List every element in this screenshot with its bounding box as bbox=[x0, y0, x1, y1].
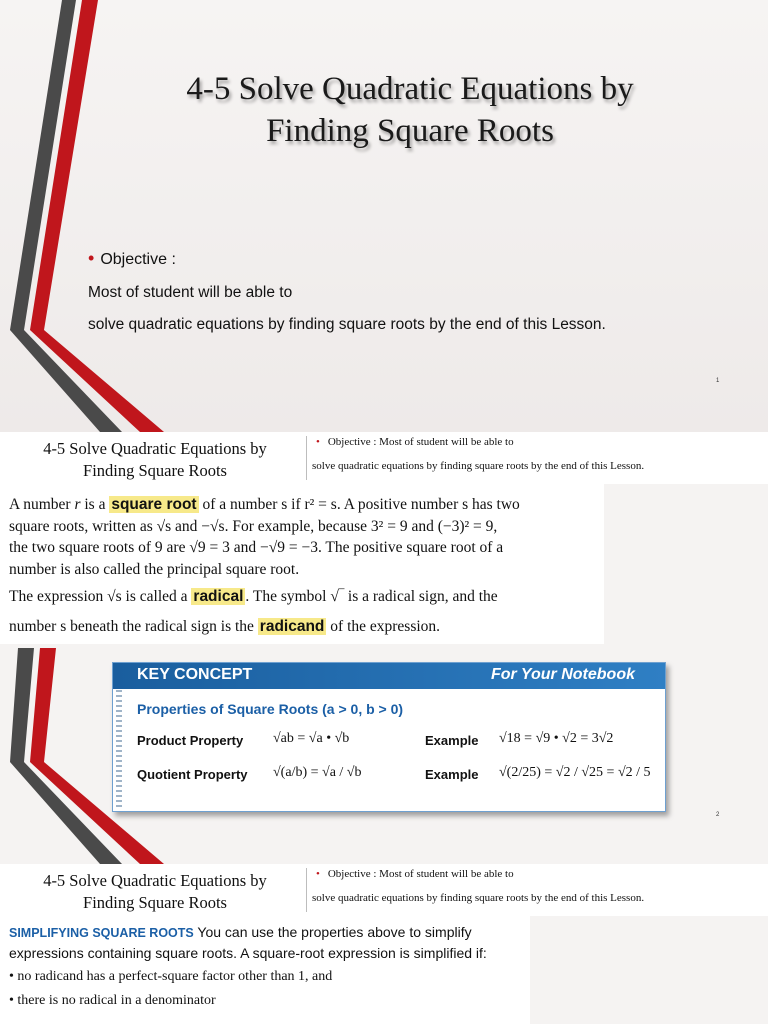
product-property-label: Product Property bbox=[137, 733, 244, 748]
objective-line-2: solve quadratic equations by finding square roots by the end of this Lesson. bbox=[88, 316, 606, 333]
key-concept-title: KEY CONCEPT bbox=[137, 666, 253, 683]
page-number: 1 bbox=[716, 378, 720, 384]
slide-2 bbox=[0, 432, 768, 864]
quotient-property-label: Quotient Property bbox=[137, 767, 248, 782]
text-run: r bbox=[74, 496, 81, 513]
header-objective-text: Objective : Most of student will be able to bbox=[327, 868, 514, 880]
para-3 bbox=[9, 616, 604, 638]
product-property-rule: √ab = √a • √b bbox=[273, 731, 350, 746]
product-example: √18 = √9 • √2 = 3√2 bbox=[499, 731, 614, 746]
definition-text bbox=[0, 484, 604, 644]
product-example-label: Example bbox=[425, 733, 479, 748]
header-title bbox=[12, 438, 298, 482]
para-1-line-3: the two square roots of 9 are √9 = 3 and −√9 = −3. The positive square root of a bbox=[9, 539, 504, 556]
slide-header bbox=[0, 864, 768, 916]
quotient-example: √(2/25) = √2 / √25 = √2 / 5 bbox=[499, 765, 651, 780]
para-2 bbox=[9, 586, 604, 608]
slide-title bbox=[120, 68, 700, 152]
bullet-icon: • bbox=[88, 248, 95, 268]
simplifying-intro-line-2: expressions containing square roots. A square-root expression is simplified if: bbox=[9, 945, 487, 961]
bullet-icon: • bbox=[316, 868, 320, 880]
quotient-example-label: Example bbox=[425, 767, 479, 782]
header-title-line-1: 4-5 Solve Quadratic Equations by bbox=[43, 439, 267, 458]
text-run: there is no radical in a denominator bbox=[17, 993, 216, 1008]
slide-header bbox=[0, 432, 768, 484]
key-concept-header bbox=[113, 663, 665, 689]
list-item: • there is no radical in a denominator bbox=[9, 993, 216, 1008]
notebook-spiral bbox=[116, 690, 122, 808]
slide-title-line-2: Finding Square Roots bbox=[266, 113, 554, 149]
header-divider bbox=[306, 436, 307, 480]
header-title bbox=[12, 870, 298, 914]
header-divider bbox=[306, 868, 307, 912]
key-concept-subtitle: Properties of Square Roots (a > 0, b > 0) bbox=[137, 701, 404, 717]
slide-title-line-1: 4-5 Solve Quadratic Equations by bbox=[186, 71, 634, 107]
text-run: . The symbol √‾ is a radical sign, and the bbox=[245, 588, 498, 605]
text-run: number s beneath the radical sign is the bbox=[9, 617, 258, 635]
text-run: The expression √s is called a bbox=[9, 588, 192, 605]
header-title-line-2: Finding Square Roots bbox=[83, 461, 227, 480]
notebook-tag: For Your Notebook bbox=[491, 666, 635, 683]
quotient-property-rule: √(a/b) = √a / √b bbox=[273, 765, 362, 780]
simplifying-section bbox=[0, 916, 530, 1024]
bullet-icon: • bbox=[316, 436, 320, 448]
simplifying-intro bbox=[9, 922, 530, 943]
text-run: no radicand has a perfect-square factor other than 1, and bbox=[17, 969, 333, 984]
key-concept-box bbox=[112, 662, 666, 812]
objective-line-1: Most of student will be able to bbox=[88, 284, 293, 301]
text-run: of the expression. bbox=[326, 617, 441, 635]
simplifying-caption: SIMPLIFYING SQUARE ROOTS bbox=[9, 926, 194, 940]
header-objective bbox=[312, 436, 514, 448]
para-1-line-1 bbox=[9, 494, 604, 516]
decorative-stripes bbox=[0, 0, 180, 432]
page-number: 2 bbox=[716, 812, 720, 818]
para-1-line-2: square roots, written as √s and −√s. For example, because 3² = 9 and (−3)² = 9, bbox=[9, 517, 498, 535]
text-run: of a number s if r² = s. A positive number s has two bbox=[198, 496, 520, 513]
text-run: is a bbox=[80, 496, 110, 513]
list-item: • no radicand has a perfect-square factor other than 1, and bbox=[9, 969, 333, 984]
stripe-gray bbox=[10, 0, 122, 432]
header-objective-text: Objective : Most of student will be able to bbox=[327, 436, 514, 448]
highlight-radicand: radicand bbox=[259, 617, 325, 635]
header-title-line-1: 4-5 Solve Quadratic Equations by bbox=[43, 871, 267, 890]
slide-3 bbox=[0, 864, 768, 1024]
header-objective-line-2: solve quadratic equations by finding square roots by the end of this Lesson. bbox=[312, 892, 645, 904]
header-objective-line-2: solve quadratic equations by finding square roots by the end of this Lesson. bbox=[312, 460, 645, 472]
objective-text: Objective : bbox=[100, 251, 176, 268]
text-run: You can use the properties above to simplify bbox=[193, 924, 472, 940]
slide-1 bbox=[0, 0, 768, 432]
highlight-radical: radical bbox=[193, 588, 244, 605]
header-title-line-2: Finding Square Roots bbox=[83, 893, 227, 912]
text-run: A number bbox=[9, 496, 75, 513]
highlight-square-root: square root bbox=[111, 496, 197, 513]
header-objective bbox=[312, 868, 514, 880]
para-1-line-4: number is also called the principal square root. bbox=[9, 560, 300, 578]
objective-label bbox=[88, 248, 176, 269]
